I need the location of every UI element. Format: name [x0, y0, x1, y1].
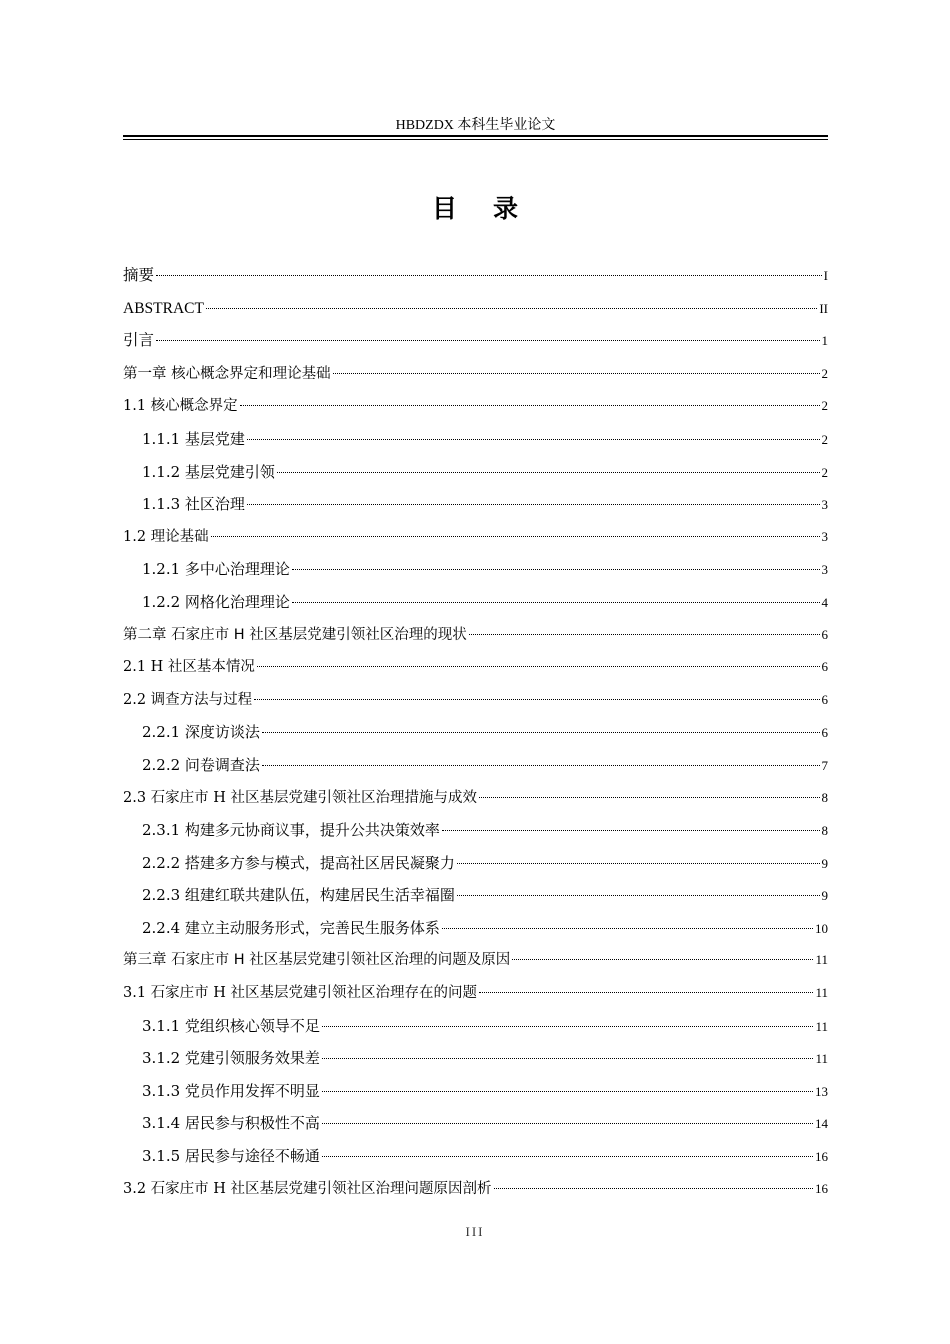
toc-entry[interactable] — [123, 1044, 828, 1077]
toc-dot-leader — [262, 765, 820, 766]
toc-entry-page: 2 — [821, 431, 828, 447]
toc-dot-leader — [247, 439, 820, 440]
toc-dot-leader — [333, 373, 820, 374]
toc-entry[interactable] — [123, 327, 828, 360]
toc-dot-leader — [211, 536, 820, 537]
toc-entry-page: 1 — [821, 333, 828, 349]
toc-entry[interactable] — [123, 718, 828, 751]
table-of-contents — [123, 262, 828, 1207]
toc-entry-page: 11 — [815, 952, 828, 968]
toc-entry-page: 6 — [821, 691, 828, 707]
toc-dot-leader — [442, 928, 813, 929]
toc-entry-title: 2.2.2 搭建多方参与模式，提高社区居民凝聚力 — [142, 853, 455, 872]
toc-entry-page: 8 — [821, 823, 828, 839]
toc-entry-page: 4 — [821, 594, 828, 610]
toc-dot-leader — [479, 992, 813, 993]
toc-entry-page: 3 — [821, 562, 828, 578]
toc-entry-title: 3.2 石家庄市 H 社区基层党建引领社区治理问题原因剖析 — [123, 1180, 492, 1197]
toc-dot-leader — [292, 602, 820, 603]
toc-dot-leader — [512, 959, 813, 960]
toc-dot-leader — [277, 472, 820, 473]
toc-entry-title: 2.2.3 组建红联共建队伍，构建居民生活幸福圈 — [142, 886, 455, 905]
toc-entry[interactable] — [123, 751, 828, 784]
toc-entry-title: 2.1 H 社区基本情况 — [123, 659, 255, 676]
toc-entry[interactable] — [123, 1175, 828, 1208]
toc-entry-page: 2 — [821, 398, 828, 414]
toc-dot-leader — [322, 1156, 813, 1157]
toc-dot-leader — [156, 340, 819, 341]
toc-entry[interactable] — [123, 653, 828, 686]
toc-entry-page: 9 — [821, 855, 828, 871]
toc-entry-page: 9 — [821, 888, 828, 904]
toc-dot-leader — [292, 569, 820, 570]
toc-dot-leader — [322, 1123, 813, 1124]
toc-entry-page: 3 — [821, 497, 828, 513]
toc-entry[interactable] — [123, 1109, 828, 1142]
toc-entry-title: 3.1 石家庄市 H 社区基层党建引领社区治理存在的问题 — [123, 985, 478, 1002]
toc-entry-page: 10 — [815, 920, 828, 936]
toc-dot-leader — [457, 863, 820, 864]
toc-entry-page: 2 — [821, 464, 828, 480]
toc-dot-leader — [494, 1188, 813, 1189]
header-rule-thick — [123, 135, 828, 137]
toc-entry[interactable] — [123, 490, 828, 523]
toc-entry-title: 3.1.5 居民参与途径不畅通 — [142, 1147, 320, 1166]
toc-entry-page: 7 — [821, 757, 828, 773]
toc-entry-page: 11 — [815, 1018, 828, 1034]
toc-entry-title: 2.2.4 建立主动服务形式，完善民生服务体系 — [142, 918, 440, 937]
toc-entry-page: 6 — [821, 725, 828, 741]
toc-entry-title: 1.1.2 基层党建引领 — [142, 462, 275, 481]
toc-entry-page: 16 — [815, 1180, 828, 1196]
toc-entry-title: 3.1.2 党建引领服务效果差 — [142, 1049, 320, 1068]
toc-entry-title: 第二章 石家庄市 H 社区基层党建引领社区治理的现状 — [123, 626, 467, 643]
toc-entry-page: 13 — [815, 1083, 828, 1099]
toc-entry-page: 6 — [821, 659, 828, 675]
toc-entry[interactable] — [123, 816, 828, 849]
toc-entry[interactable] — [123, 555, 828, 588]
toc-entry[interactable] — [123, 458, 828, 491]
toc-entry-title: 1.1.1 基层党建 — [142, 429, 245, 448]
toc-entry-title: 2.2 调查方法与过程 — [123, 691, 253, 708]
toc-entry-title: 1.2.1 多中心治理理论 — [142, 560, 290, 579]
toc-entry-title: 1.1.3 社区治理 — [142, 495, 245, 514]
toc-entry[interactable] — [123, 425, 828, 458]
toc-entry[interactable] — [123, 1142, 828, 1175]
toc-entry[interactable] — [123, 295, 828, 328]
toc-entry-page: 11 — [815, 1051, 828, 1067]
toc-entry[interactable] — [123, 946, 828, 979]
toc-dot-leader — [469, 634, 820, 635]
toc-dot-leader — [206, 308, 817, 309]
toc-entry-title: 1.2.2 网格化治理理论 — [142, 592, 290, 611]
toc-entry[interactable] — [123, 360, 828, 393]
toc-entry-page: 11 — [815, 985, 828, 1001]
toc-entry-title: 1.1 核心概念界定 — [123, 398, 238, 415]
toc-entry-page: 14 — [815, 1116, 828, 1132]
toc-entry-page: 2 — [821, 365, 828, 381]
toc-dot-leader — [257, 666, 820, 667]
toc-dot-leader — [442, 830, 820, 831]
page-title: 目录 — [431, 194, 554, 223]
toc-dot-leader — [247, 504, 820, 505]
toc-entry[interactable] — [123, 392, 828, 425]
toc-entry[interactable] — [123, 1077, 828, 1110]
toc-entry[interactable] — [123, 588, 828, 621]
toc-entry[interactable] — [123, 914, 828, 947]
toc-entry-page: I — [823, 268, 828, 283]
toc-dot-leader — [322, 1026, 814, 1027]
toc-entry-page: 16 — [815, 1149, 828, 1165]
toc-entry[interactable] — [123, 849, 828, 882]
toc-entry-title: 3.1.1 党组织核心领导不足 — [142, 1016, 320, 1035]
toc-dot-leader — [322, 1058, 814, 1059]
toc-entry-title: 摘要 — [123, 267, 155, 284]
toc-dot-leader — [262, 732, 820, 733]
toc-entry[interactable] — [123, 979, 828, 1012]
toc-entry[interactable] — [123, 686, 828, 719]
toc-dot-leader — [254, 699, 819, 700]
toc-entry-title: 3.1.4 居民参与积极性不高 — [142, 1114, 320, 1133]
toc-entry-page: II — [819, 300, 828, 316]
toc-entry-title: 2.3 石家庄市 H 社区基层党建引领社区治理措施与成效 — [123, 789, 478, 806]
running-header: HBDZDX 本科生毕业论文 — [395, 118, 556, 133]
toc-entry-page: 8 — [821, 789, 828, 805]
header-rule-thin — [123, 139, 828, 140]
toc-entry[interactable] — [123, 1012, 828, 1045]
footer-page-number: III — [465, 1224, 485, 1239]
toc-entry-title: 3.1.3 党员作用发挥不明显 — [142, 1081, 320, 1100]
toc-entry-title: 2.2.1 深度访谈法 — [142, 723, 260, 742]
toc-entry-title: 1.2 理论基础 — [123, 528, 209, 545]
toc-entry-title: 第一章 核心概念界定和理论基础 — [123, 365, 331, 382]
toc-entry[interactable] — [123, 881, 828, 914]
toc-entry-title: 第三章 石家庄市 H 社区基层党建引领社区治理的问题及原因 — [123, 952, 511, 969]
toc-dot-leader — [240, 405, 820, 406]
toc-entry[interactable] — [123, 523, 828, 556]
toc-entry-title: 2.3.1 构建多元协商议事，提升公共决策效率 — [142, 821, 440, 840]
toc-entry-title: 2.2.2 问卷调查法 — [142, 755, 260, 774]
toc-entry[interactable] — [123, 784, 828, 817]
toc-dot-leader — [156, 275, 822, 276]
toc-dot-leader — [322, 1091, 813, 1092]
toc-entry-page: 6 — [821, 626, 828, 642]
toc-entry-page: 3 — [821, 528, 828, 544]
toc-entry[interactable] — [123, 262, 828, 295]
toc-entry[interactable] — [123, 621, 828, 654]
toc-dot-leader — [457, 895, 820, 896]
toc-entry-title: ABSTRACT — [123, 299, 204, 317]
toc-entry-title: 引言 — [123, 332, 155, 350]
toc-dot-leader — [479, 797, 819, 798]
